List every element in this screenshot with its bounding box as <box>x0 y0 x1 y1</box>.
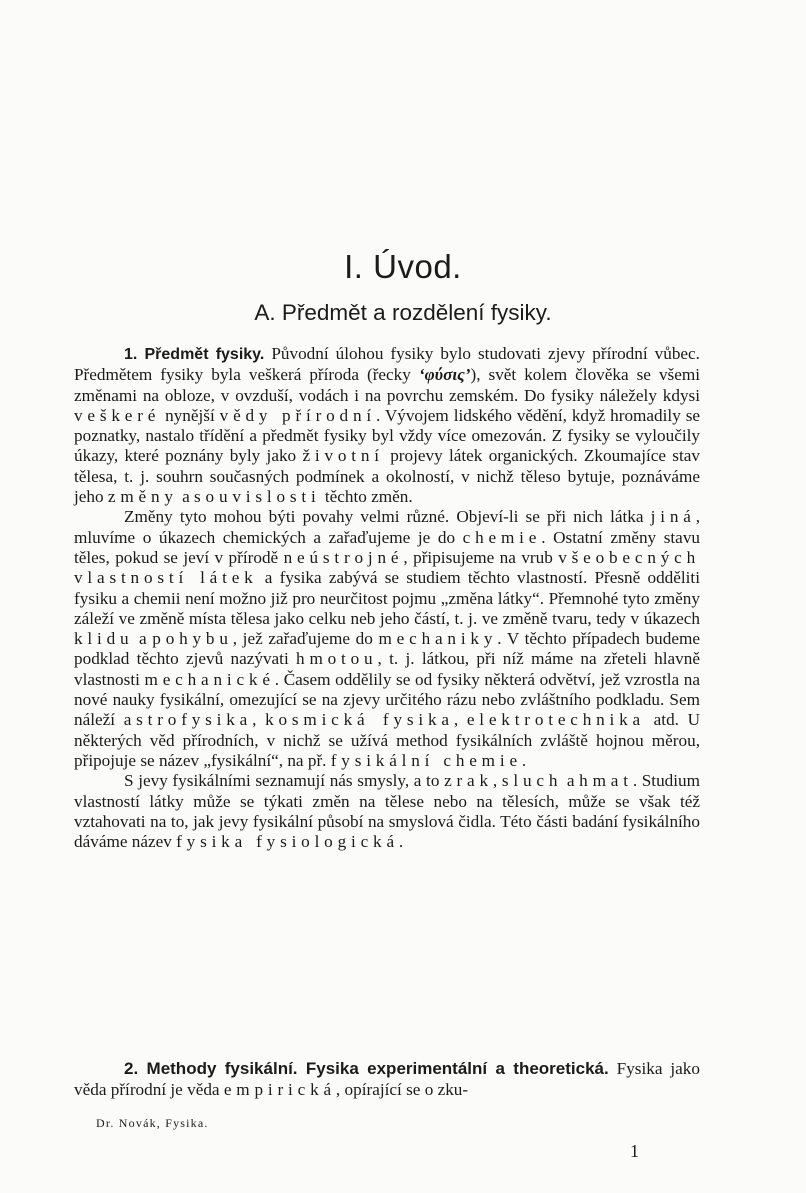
section-title: A. Předmět a rozdělení fysiky. <box>254 300 552 325</box>
paragraph-changes: Změny tyto mohou býti povahy velmi různé. Objeví-li se při nich látka jiná, mluvíme o úkazech chemických a zařaďujeme je do chemie. Ostatní změny stavu těles, pokud se jeví v přírodě neústrojné, připisujeme na vrub všeobecných vlastností látek a fysika zabývá se studiem těchto vlastností. Přesně odděliti fysiku a chemii není možno již pro neurčitost pojmu „změna látky“. Přemnohé tyto změny záleží ve změně místa tělesa jako celku neb jeho částí, t. j. ve změně tvaru, tedy v úkazech klidu a pohybu, jež zařaďujeme do mechaniky. V těchto případech budeme podklad těchto zjevů nazývati hmotou, t. j. látkou, při níž máme na zřeteli hlavně vlastnosti mechanické. Časem oddělily se od fysiky některá odvětví, jež vzrostla na nové nauky fysikální, omezující se na zjevy určitého rázu nebo zvláštního podkladu. Sem náleží astrofysika, kosmická fysika, elektrotechnika atd. U některých věd přírodních, v nichž se užívá method fysikálních zvláště hojnou měrou, připojuje se název „fysikální“, na př. fysikální chemie. <box>74 507 701 770</box>
spaced-term: mechanické <box>144 669 275 689</box>
body-text <box>74 344 700 852</box>
spaced-term: souvislosti <box>194 487 321 507</box>
paragraph-senses: S jevy fysikálními seznamují nás smysly, a to zrak, sluch a hmat. Studium vlastností látky může se týkati změn na tělese nebo na tělesích, může se však též vztahovati na to, jak jevy fysikální působí na smyslová čidla. Této části badání fysikálního dáváme název fysika fysiologická. <box>74 771 701 852</box>
subsection-heading: 1. Předmět fysiky. <box>124 346 265 363</box>
spaced-term: pohybu <box>152 629 233 649</box>
subsection-heading: 2. Methody fysikální. Fysika experimentální a theoretická. <box>124 1059 609 1078</box>
spaced-term: mechaniky <box>378 629 498 649</box>
spaced-term: fysikální chemie <box>330 750 522 770</box>
spaced-term: chemie <box>462 527 542 547</box>
spaced-term: neústrojné <box>283 547 404 567</box>
methods-section <box>74 1058 700 1100</box>
spaced-term: hmotou <box>296 649 378 669</box>
spaced-term: empirická <box>223 1080 336 1099</box>
chapter-title: I. Úvod. <box>344 248 462 285</box>
spaced-term: zrak <box>444 771 493 791</box>
spaced-term: veškeré <box>74 405 161 425</box>
spaced-term: vědy přírodní <box>219 405 376 425</box>
spaced-term: sluch <box>501 771 563 791</box>
spaced-term: životní <box>302 446 384 466</box>
spaced-term: astrofysika <box>123 710 253 730</box>
paragraph-methods: 2. Methody fysikální. Fysika experimentální a theoretická. Fysika jako věda přírodní je věda empirická, opírající se o zku- <box>74 1059 700 1099</box>
spaced-term: všeobecných vlastností látek <box>74 547 700 588</box>
spaced-term: klidu <box>74 629 134 649</box>
spaced-term: změny <box>107 487 178 507</box>
spaced-term: hmat <box>579 771 633 791</box>
spaced-term: fysika fysiologická <box>176 832 399 852</box>
spaced-term: jiná <box>650 507 696 527</box>
page-number: 1 <box>630 1141 639 1161</box>
paragraph-subject: 1. Předmět fysiky. Původní úlohou fysiky bylo studovati zjevy přírodní vůbec. Předmětem fysiky byla veškerá příroda (řecky ‘φύσις’), svět kolem člověka se všemi změnami na obloze, v ovzduší, vodách i na povrchu zemském. Do fysiky náležely kdysi veškeré nynější vědy přírodní. Vývojem lidského vědění, když hromadily se poznatky, nastalo třídění a předmět fysiky byl vždy více omezován. Z fysiky se vyloučily úkazy, které poznány byly jako životní projevy látek organických. Zkoumajíce stav tělesa, t. j. souhrn současných podmínek a okolností, v nichž těleso bytuje, poznáváme jeho změny a souvislosti těchto změn. <box>74 344 701 507</box>
greek-term: ‘φύσις’ <box>418 365 471 385</box>
spaced-term: kosmická fysika <box>265 710 454 730</box>
spaced-term: elektrotechnika <box>466 710 645 730</box>
signature-mark: Dr. Novák, Fysika. <box>96 1116 209 1130</box>
